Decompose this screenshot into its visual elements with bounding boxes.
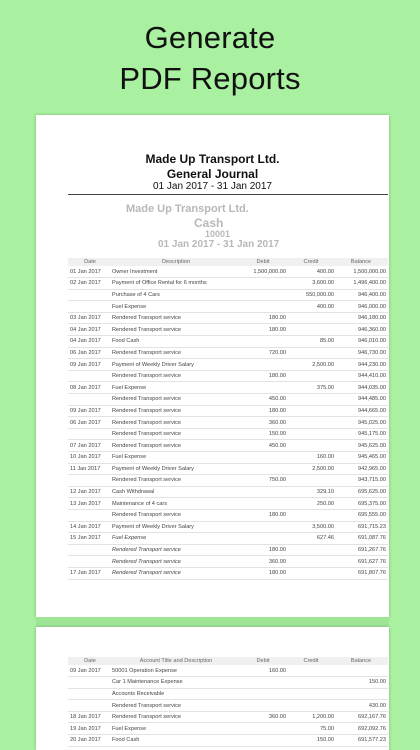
row-credit: 2,500.00 <box>288 359 336 371</box>
row-debit: 180.00 <box>240 312 288 324</box>
ledger-row <box>68 486 388 498</box>
row-description: Rendered Transport service <box>110 556 240 568</box>
row-credit <box>288 394 336 406</box>
row-description: Food Cash <box>110 735 240 747</box>
row-description: Rendered Transport service <box>110 370 240 382</box>
row-debit <box>240 336 288 348</box>
ledger-table-2 <box>68 657 388 747</box>
row-description: Payment of Weekly Driver Salary <box>110 521 240 533</box>
row-debit: 180.00 <box>240 324 288 336</box>
row-credit <box>288 665 336 677</box>
row-credit <box>288 440 336 452</box>
headline-generate: Generate <box>144 20 276 55</box>
row-credit <box>288 347 336 359</box>
row-balance: 946,730.00 <box>336 347 388 359</box>
row-date: 01 Jan 2017 <box>68 266 110 278</box>
row-credit: 160.00 <box>288 452 336 464</box>
row-credit <box>288 509 336 521</box>
row-debit <box>240 533 288 545</box>
row-debit <box>240 735 288 747</box>
ledger-header-row <box>68 258 388 266</box>
row-date <box>68 394 110 406</box>
row-date: 03 Jan 2017 <box>68 312 110 324</box>
row-credit: 1,200.00 <box>288 711 336 723</box>
row-date: 13 Jan 2017 <box>68 498 110 510</box>
row-credit <box>288 700 336 712</box>
row-description: Car 1 Maintenance Expense <box>110 677 240 689</box>
row-credit: 3,500.00 <box>288 521 336 533</box>
row-date: 12 Jan 2017 <box>68 486 110 498</box>
row-date <box>68 289 110 301</box>
row-date <box>68 556 110 568</box>
row-debit: 360.00 <box>240 417 288 429</box>
row-balance: 691,807.76 <box>336 567 388 579</box>
row-balance: 944,485.00 <box>336 394 388 406</box>
row-credit: 2,500.00 <box>288 463 336 475</box>
row-balance: 944,035.00 <box>336 382 388 394</box>
row-description: Rendered Transport service <box>110 711 240 723</box>
row-balance: 946,400.00 <box>336 289 388 301</box>
col-date-2: Date <box>68 657 110 665</box>
ledger-header-row-2 <box>68 657 388 665</box>
row-debit: 360.00 <box>240 711 288 723</box>
row-credit <box>288 677 336 689</box>
row-description: Owner Investment <box>110 266 240 278</box>
row-credit <box>288 567 336 579</box>
row-credit <box>288 475 336 487</box>
row-description: Rendered Transport service <box>110 405 240 417</box>
row-debit: 360.00 <box>240 556 288 568</box>
row-debit <box>240 677 288 689</box>
row-credit: 85.00 <box>288 336 336 348</box>
row-date: 09 Jan 2017 <box>68 359 110 371</box>
row-date <box>68 301 110 313</box>
header-rule <box>68 194 388 195</box>
row-credit: 550,000.00 <box>288 289 336 301</box>
row-debit <box>240 498 288 510</box>
row-date: 18 Jan 2017 <box>68 711 110 723</box>
row-balance: 943,715.00 <box>336 475 388 487</box>
row-date: 17 Jan 2017 <box>68 567 110 579</box>
row-date: 02 Jan 2017 <box>68 278 110 290</box>
col-date: Date <box>68 258 110 266</box>
row-credit: 329.10 <box>288 486 336 498</box>
col-balance: Balance <box>336 258 388 266</box>
row-description: Payment of Weekly Driver Salary <box>110 359 240 371</box>
col-balance-2: Balance <box>336 657 388 665</box>
row-date: 06 Jan 2017 <box>68 417 110 429</box>
row-credit: 375.00 <box>288 382 336 394</box>
row-debit <box>240 278 288 290</box>
ledger-row <box>68 266 388 278</box>
row-credit: 400.00 <box>288 266 336 278</box>
ledger-table <box>68 258 388 580</box>
row-balance: 691,087.76 <box>336 533 388 545</box>
row-credit <box>288 428 336 440</box>
row-balance: 695,375.00 <box>336 498 388 510</box>
col-debit-2: Debit <box>240 657 288 665</box>
row-date: 09 Jan 2017 <box>68 665 110 677</box>
ghost-account-no: 10001 <box>205 229 231 239</box>
ledger-row <box>68 509 388 521</box>
ledger-row <box>68 382 388 394</box>
row-date <box>68 700 110 712</box>
row-description: Rendered Transport service <box>110 475 240 487</box>
ledger-row <box>68 452 388 464</box>
ledger-row <box>68 544 388 556</box>
row-date <box>68 509 110 521</box>
row-credit <box>288 370 336 382</box>
row-credit: 75.00 <box>288 723 336 735</box>
ledger-row <box>68 723 388 735</box>
row-debit <box>240 723 288 735</box>
row-credit <box>288 556 336 568</box>
row-credit <box>288 417 336 429</box>
row-credit <box>288 324 336 336</box>
row-date: 10 Jan 2017 <box>68 452 110 464</box>
row-balance: 692,167.76 <box>336 711 388 723</box>
row-credit: 150.00 <box>288 735 336 747</box>
ledger-row <box>68 417 388 429</box>
row-description: Payment of Weekly Driver Salary <box>110 463 240 475</box>
row-date: 14 Jan 2017 <box>68 521 110 533</box>
ledger-row <box>68 665 388 677</box>
row-credit <box>288 544 336 556</box>
row-balance: 944,230.00 <box>336 359 388 371</box>
row-balance: 945,625.00 <box>336 440 388 452</box>
row-date <box>68 677 110 689</box>
row-balance: 691,267.76 <box>336 544 388 556</box>
ghost-company: Made Up Transport Ltd. <box>126 203 249 215</box>
row-balance <box>336 688 388 700</box>
ledger-row <box>68 312 388 324</box>
ghost-account: Cash <box>194 216 224 230</box>
row-debit: 160.00 <box>240 665 288 677</box>
row-credit <box>288 405 336 417</box>
col-credit-2: Credit <box>288 657 336 665</box>
row-description: Accounts Receivable <box>110 688 240 700</box>
ledger-row <box>68 278 388 290</box>
row-debit <box>240 382 288 394</box>
ledger-row <box>68 567 388 579</box>
row-description: Fuel Expense <box>110 452 240 464</box>
row-debit: 180.00 <box>240 405 288 417</box>
ledger-row <box>68 347 388 359</box>
row-description: Purchase of 4 Cars <box>110 289 240 301</box>
row-date: 04 Jan 2017 <box>68 336 110 348</box>
ledger-row <box>68 324 388 336</box>
row-description: Rendered Transport service <box>110 440 240 452</box>
row-description: Fuel Expense <box>110 301 240 313</box>
row-balance: 944,410.00 <box>336 370 388 382</box>
row-balance: 946,360.00 <box>336 324 388 336</box>
row-date: 15 Jan 2017 <box>68 533 110 545</box>
report-page-2 <box>36 627 389 750</box>
row-date: 04 Jan 2017 <box>68 324 110 336</box>
row-description: Rendered Transport service <box>110 509 240 521</box>
col-description-2: Account Title and Description <box>110 657 240 665</box>
row-balance: 691,627.76 <box>336 556 388 568</box>
row-description: Rendered Transport service <box>110 324 240 336</box>
row-date: 07 Jan 2017 <box>68 440 110 452</box>
row-balance: 946,000.00 <box>336 301 388 313</box>
row-date: 06 Jan 2017 <box>68 347 110 359</box>
row-balance: 945,025.00 <box>336 417 388 429</box>
row-debit <box>240 301 288 313</box>
ledger-row <box>68 735 388 747</box>
row-balance <box>336 665 388 677</box>
row-date <box>68 475 110 487</box>
row-debit: 180.00 <box>240 567 288 579</box>
row-description: Rendered Transport service <box>110 700 240 712</box>
row-debit <box>240 452 288 464</box>
page-gap <box>36 617 389 627</box>
row-description: Fuel Expense <box>110 723 240 735</box>
row-description: Rendered Transport service <box>110 394 240 406</box>
row-balance: 945,465.00 <box>336 452 388 464</box>
row-debit <box>240 486 288 498</box>
report-company: Made Up Transport Ltd. <box>145 152 280 166</box>
row-date: 19 Jan 2017 <box>68 723 110 735</box>
row-balance: 691,577.23 <box>336 735 388 747</box>
row-credit <box>288 688 336 700</box>
row-debit <box>240 289 288 301</box>
row-credit <box>288 312 336 324</box>
ledger-row <box>68 289 388 301</box>
ledger-row <box>68 301 388 313</box>
row-debit: 180.00 <box>240 544 288 556</box>
row-date <box>68 544 110 556</box>
col-debit: Debit <box>240 258 288 266</box>
row-debit: 450.00 <box>240 440 288 452</box>
row-balance: 942,965.00 <box>336 463 388 475</box>
row-date <box>68 688 110 700</box>
row-balance: 430.00 <box>336 700 388 712</box>
ledger-row <box>68 498 388 510</box>
row-date: 11 Jan 2017 <box>68 463 110 475</box>
row-debit: 150.00 <box>240 428 288 440</box>
ledger-row <box>68 336 388 348</box>
row-date: 09 Jan 2017 <box>68 405 110 417</box>
ledger-row <box>68 405 388 417</box>
row-credit: 3,600.00 <box>288 278 336 290</box>
row-description: Fuel Expense <box>110 533 240 545</box>
row-description: Rendered Transport service <box>110 417 240 429</box>
row-description: Cash Withdrawal <box>110 486 240 498</box>
row-date <box>68 370 110 382</box>
row-balance: 946,180.00 <box>336 312 388 324</box>
row-debit: 720.00 <box>240 347 288 359</box>
row-description: Food Cash <box>110 336 240 348</box>
col-credit: Credit <box>288 258 336 266</box>
ledger-row <box>68 556 388 568</box>
report-title: General Journal <box>166 167 259 181</box>
row-balance: 944,665.00 <box>336 405 388 417</box>
row-debit <box>240 700 288 712</box>
row-debit: 750.00 <box>240 475 288 487</box>
col-description: Description <box>110 258 240 266</box>
ledger-row <box>68 711 388 723</box>
row-credit: 400.00 <box>288 301 336 313</box>
row-description: Maintenance of 4 cars <box>110 498 240 510</box>
ledger-row <box>68 463 388 475</box>
row-description: Rendered Transport service <box>110 567 240 579</box>
ledger-row <box>68 533 388 545</box>
row-description: Rendered Transport service <box>110 347 240 359</box>
row-date <box>68 428 110 440</box>
row-balance: 692,092.76 <box>336 723 388 735</box>
row-description: 50001 Operation Expense <box>110 665 240 677</box>
ledger-row <box>68 521 388 533</box>
row-description: Payment of Office Rental for 6 months <box>110 278 240 290</box>
row-balance: 1,500,000.00 <box>336 266 388 278</box>
row-debit: 1,500,000.00 <box>240 266 288 278</box>
row-credit: 627.46 <box>288 533 336 545</box>
ledger-row <box>68 700 388 712</box>
row-debit: 180.00 <box>240 370 288 382</box>
row-balance: 695,555.00 <box>336 509 388 521</box>
row-debit <box>240 521 288 533</box>
row-debit <box>240 359 288 371</box>
row-balance: 695,625.00 <box>336 486 388 498</box>
headline-pdf-reports: PDF Reports <box>119 61 301 96</box>
row-debit: 180.00 <box>240 509 288 521</box>
row-balance: 1,496,400.00 <box>336 278 388 290</box>
ledger-row <box>68 688 388 700</box>
ledger-row <box>68 359 388 371</box>
ledger-row <box>68 370 388 382</box>
row-description: Rendered Transport service <box>110 544 240 556</box>
row-debit <box>240 463 288 475</box>
report-page-1 <box>36 115 389 617</box>
ledger-row <box>68 394 388 406</box>
ledger-row <box>68 428 388 440</box>
row-date: 20 Jan 2017 <box>68 735 110 747</box>
row-debit <box>240 688 288 700</box>
row-credit: 250.00 <box>288 498 336 510</box>
report-period: 01 Jan 2017 - 31 Jan 2017 <box>153 181 272 192</box>
ledger-row <box>68 677 388 689</box>
row-balance: 691,715.23 <box>336 521 388 533</box>
row-description: Rendered Transport service <box>110 312 240 324</box>
row-date: 08 Jan 2017 <box>68 382 110 394</box>
row-balance: 946,010.00 <box>336 336 388 348</box>
row-balance: 945,175.00 <box>336 428 388 440</box>
ledger-row <box>68 475 388 487</box>
row-balance: 150.00 <box>336 677 388 689</box>
ledger-row <box>68 440 388 452</box>
row-description: Rendered Transport service <box>110 428 240 440</box>
ghost-period: 01 Jan 2017 - 31 Jan 2017 <box>158 239 280 250</box>
row-debit: 450.00 <box>240 394 288 406</box>
row-description: Fuel Expense <box>110 382 240 394</box>
